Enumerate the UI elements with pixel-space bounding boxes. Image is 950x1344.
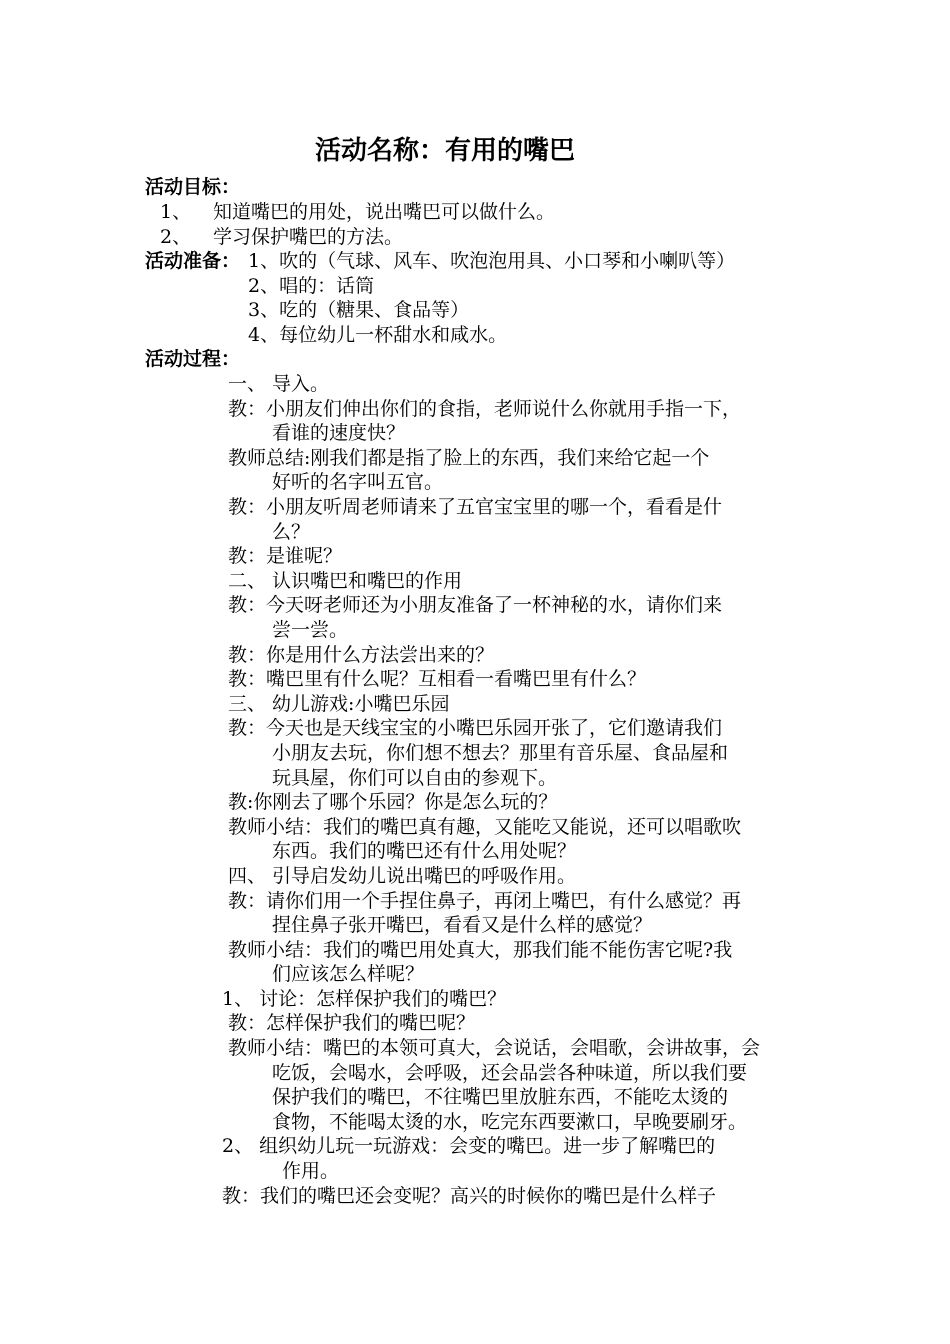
teacher-line: 教：怎样保护我们的嘴巴呢？ [228,1012,476,1034]
prep-item: 3、吃的（糖果、食品等） [248,299,470,321]
teacher-summary: 教师小结：嘴巴的本领可真大，会说话，会唱歌，会讲故事，会 [228,1037,761,1059]
section-heading: 一、 导入。 [228,373,330,395]
teacher-line: 教：今天也是天线宝宝的小嘴巴乐园开张了，它们邀请我们 [228,717,723,739]
teacher-line: 教：小朋友们伸出你们的食指，老师说什么你就用手指一下， [228,398,742,420]
goals-heading: 活动目标： [145,176,241,198]
goal-text: 知道嘴巴的用处，说出嘴巴可以做什么。 [213,201,556,223]
goal-text: 学习保护嘴巴的方法。 [213,226,404,248]
teacher-line-cont: 小朋友去玩，你们想不想去？那里有音乐屋、食品屋和 [272,742,729,764]
teacher-summary: 教师小结：我们的嘴巴真有趣，又能吃又能说，还可以唱歌吹 [228,816,742,838]
prep-item: 4、每位幼儿一杯甜水和咸水。 [248,324,508,346]
teacher-line-cont: 么？ [272,521,311,543]
section-heading: 二、 认识嘴巴和嘴巴的作用 [228,570,463,592]
prep-item: 1、吹的（气球、风车、吹泡泡用具、小口琴和小喇叭等） [248,250,736,272]
teacher-line-cont: 尝一尝。 [272,619,349,641]
teacher-summary-cont: 东西。我们的嘴巴还有什么用处呢？ [272,840,577,862]
teacher-line-cont: 捏住鼻子张开嘴巴，看看又是什么样的感觉？ [272,914,653,936]
teacher-line: 教:你刚去了哪个乐园？你是怎么玩的？ [228,791,558,813]
prep-item: 2、唱的：话筒 [248,275,375,297]
teacher-summary-cont: 食物，不能喝太烫的水，吃完东西要漱口，早晚要刷牙。 [272,1111,748,1133]
teacher-summary: 教师小结：我们的嘴巴用处真大，那我们能不能伤害它呢?我 [228,939,733,961]
teacher-summary: 教师总结:刚我们都是指了脸上的东西，我们来给它起一个 [228,447,710,469]
teacher-summary-cont: 保护我们的嘴巴，不往嘴巴里放脏东西，不能吃太烫的 [272,1086,729,1108]
page-title: 活动名称：有用的嘴巴 [314,136,575,166]
teacher-summary-cont: 吃饭，会喝水，会呼吸，还会品尝各种味道，所以我们要 [272,1062,748,1084]
sub-item-cont: 作用。 [282,1160,340,1182]
goal-number: 2、 [160,226,192,248]
teacher-line: 教：你是用什么方法尝出来的？ [228,644,495,666]
goal-number: 1、 [160,201,192,223]
teacher-line-cont: 看谁的速度快？ [272,422,406,444]
teacher-summary-cont: 们应该怎么样呢？ [272,963,425,985]
teacher-line: 教：请你们用一个手捏住鼻子，再闭上嘴巴，有什么感觉？再 [228,890,742,912]
section-heading: 三、 幼儿游戏:小嘴巴乐园 [228,693,450,715]
teacher-line-cont: 玩具屋，你们可以自由的参观下。 [272,767,558,789]
teacher-line: 教：小朋友听周老师请来了五官宝宝里的哪一个，看看是什 [228,496,723,518]
teacher-line: 教：嘴巴里有什么呢？互相看一看嘴巴里有什么？ [228,668,647,690]
prep-heading: 活动准备： [145,250,241,272]
sub-item: 2、 组织幼儿玩一玩游戏：会变的嘴巴。进一步了解嘴巴的 [222,1135,716,1157]
teacher-line: 教：我们的嘴巴还会变呢？高兴的时候你的嘴巴是什么样子 [222,1185,717,1207]
process-heading: 活动过程： [145,348,241,370]
section-heading: 四、 引导启发幼儿说出嘴巴的呼吸作用。 [228,865,577,887]
teacher-line: 教：是谁呢？ [228,545,343,567]
teacher-summary-cont: 好听的名字叫五官。 [272,471,444,493]
teacher-line: 教：今天呀老师还为小朋友准备了一杯神秘的水，请你们来 [228,594,723,616]
sub-item: 1、 讨论：怎样保护我们的嘴巴？ [222,988,507,1010]
